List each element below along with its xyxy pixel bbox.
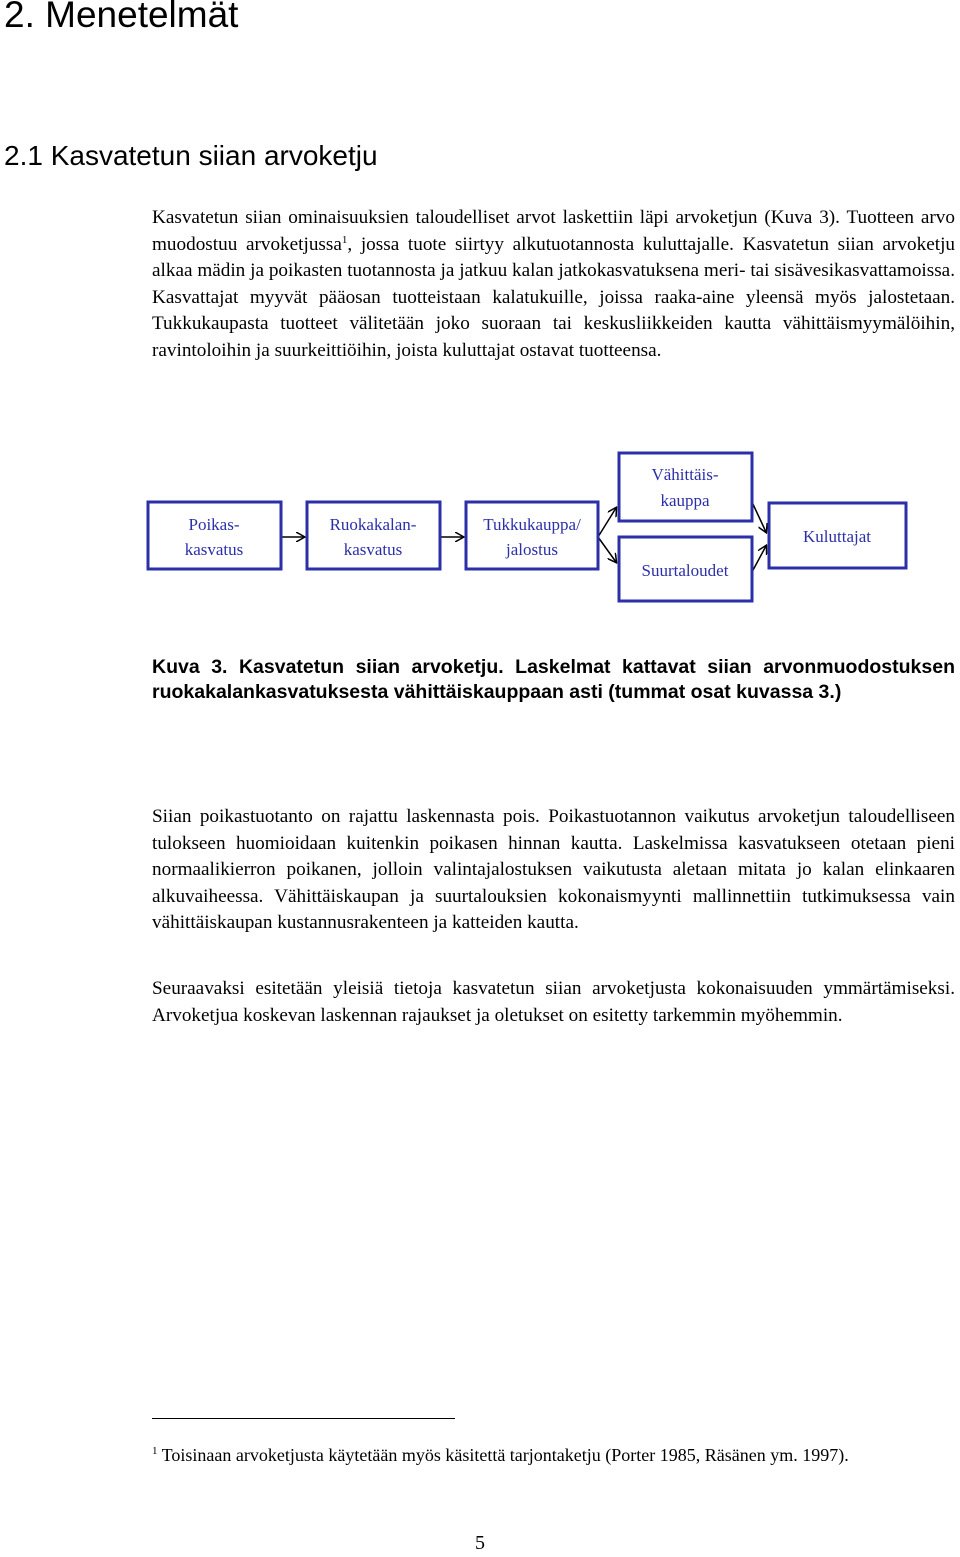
arrow-suurtaloudet-kuluttajat <box>752 546 766 572</box>
box-ruokakalankasvatus-label-2: kasvatus <box>343 540 403 559</box>
arrow-tukkukauppa-vahittaiskauppa <box>598 508 616 537</box>
paragraph-seuraavaksi: Seuraavaksi esitetään yleisiä tietoja kasvatetun siian arvoketjusta kokonaisuuden ymmärtämiseksi. Arvoketjua koskevan laskennan rajaukset ja oletukset on esitetty tarkemmin myöhemmin. <box>152 978 955 1026</box>
arrow-vahittaiskauppa-kuluttajat <box>752 502 766 532</box>
box-poikaskasvatus-label-2: kasvatus <box>184 540 244 559</box>
box-suurtaloudet-label: Suurtaloudet <box>641 561 729 580</box>
box-kuluttajat-label: Kuluttajat <box>803 527 871 546</box>
box-tukkukauppa-label-2: jalostus <box>506 540 558 559</box>
footnote-reference[interactable]: 1 <box>341 233 348 246</box>
value-chain-diagram <box>0 450 960 620</box>
figure-caption: Kuva 3. Kasvatetun siian arvoketju. Laskelmat kattavat siian arvonmuodostuksen ruokakalankasvatuksesta vähittäiskauppaan asti (tummat osat kuvassa 3.) <box>152 656 955 703</box>
box-tukkukauppa-label-1: Tukkukauppa/ <box>483 515 581 534</box>
footnote-marker: 1 <box>152 1445 158 1457</box>
paragraph-intro-text-a: Kasvatetun siian ominaisuuksien taloudelliset arvot laskettiin läpi arvoketjun (Kuva 3). Tuotteen arvo muodostuu arvoketjussa <box>152 207 955 255</box>
arrow-tukkukauppa-suurtaloudet <box>598 537 616 562</box>
box-vahittaiskauppa <box>619 453 752 521</box>
box-poikaskasvatus-label-1: Poikas- <box>188 515 240 534</box>
page-number: 5 <box>475 1532 485 1554</box>
chapter-title: 2. Menetelmät <box>4 0 239 35</box>
footnote <box>152 1443 955 1468</box>
section-title: 2.1 Kasvatetun siian arvoketju <box>4 140 378 171</box>
box-vahittaiskauppa-label-2: kauppa <box>660 491 710 510</box>
footnote-separator <box>152 1418 455 1419</box>
box-ruokakalankasvatus-label-1: Ruokakalan- <box>329 515 417 534</box>
box-vahittaiskauppa-label-1: Vähittäis- <box>651 465 719 484</box>
footnote-text: Toisinaan arvoketjusta käytetään myös käsitettä tarjontaketju (Porter 1985, Räsänen ym. 1997). <box>157 1445 849 1465</box>
paragraph-intro-text-b: , jossa tuote siirtyy alkutuotannosta kuluttajalle. Kasvatetun siian arvoketju alkaa mädin ja poikasten tuotannosta ja jatkuu kalan jatkokasvatuksena meri- tai sisävesikasvattamoissa. Kasvattajat myyvät pääosan tuotteistaan kalatukuille, joissa raaka-aine yleensä myös jalostetaan. Tukkukaupasta tuotteet välitetään joko suoraan tai keskusliikkeiden kautta vähittäismyymälöihin, ravintoloihin ja suurkeittiöihin, joista kuluttajat ostavat tuotteensa. <box>152 233 955 361</box>
paragraph-poikastuotanto: Siian poikastuotanto on rajattu laskennasta pois. Poikastuotannon vaikutus arvoketjun taloudelliseen tulokseen huomioidaan kuitenkin poikasen hinnan kautta. Laskelmissa kasvatukseen otetaan pieni normaalikierron poikanen, jolloin valintajalostuksen vaikutusta aletaan mitata jo kalan elinkaaren alkuvaiheessa. Vähittäiskaupan ja suurtalouksien kokonaismyynti mallinnettiin tutkimuksessa vain vähittäiskaupan kustannusrakenteen ja katteiden kautta. <box>152 806 955 933</box>
paragraph-intro <box>152 205 955 364</box>
